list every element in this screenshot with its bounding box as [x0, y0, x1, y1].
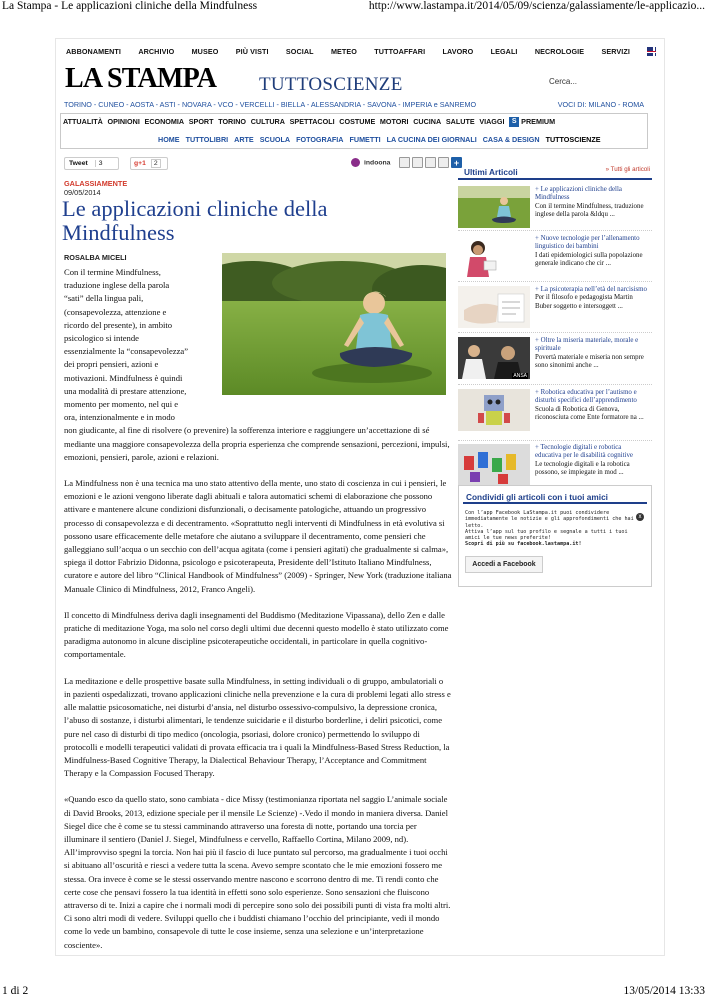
- section-torino[interactable]: TORINO: [218, 117, 247, 126]
- section-sport[interactable]: SPORT: [188, 117, 214, 126]
- subsection-casa-design[interactable]: CASA & DESIGN: [482, 135, 540, 144]
- rail-headline[interactable]: + Nuove tecnologie per l’allenamento linguistico dei bambini: [535, 235, 640, 251]
- facebook-box-text: [465, 510, 637, 548]
- subsection-arte[interactable]: ARTE: [234, 135, 254, 144]
- section-cucina[interactable]: CUCINA: [413, 117, 442, 126]
- article-kicker[interactable]: GALASSIAMENTE: [64, 179, 128, 188]
- all-articles-link[interactable]: » Tutti gli articoli: [605, 166, 650, 173]
- rail-headline[interactable]: + Tecnologie digitali e robotica educativa per le disabilità cognitive: [535, 444, 633, 460]
- rail-thumb[interactable]: [458, 337, 530, 379]
- print-header-url: http://www.lastampa.it/2014/05/09/scienza/galassiamente/le-applicazio...: [368, 0, 705, 12]
- google-plus-button[interactable]: [130, 157, 168, 170]
- share-bar: [64, 157, 458, 173]
- indoona-icon: [351, 158, 360, 167]
- rail-item[interactable]: [458, 389, 652, 435]
- topnav-item-meteo[interactable]: METEO: [330, 47, 357, 56]
- topnav-item-archivio[interactable]: ARCHIVIO: [138, 47, 175, 56]
- facebook-text-1: Con l’app Facebook LaStampa.it puoi condividere immediatamente le notizie e gli approfondimenti che hai letto.: [465, 510, 634, 529]
- section-costume[interactable]: COSTUME: [339, 117, 376, 126]
- rail-headline[interactable]: + Le applicazioni cliniche della Mindfulness: [535, 186, 622, 202]
- section-salute[interactable]: SALUTE: [445, 117, 475, 126]
- topnav-item-tuttoaffari[interactable]: TUTTOAFFARI: [374, 47, 426, 56]
- photo-credit: ANSA: [513, 373, 527, 379]
- rail-headline[interactable]: + Oltre la miseria materiale, morale e spirituale: [535, 337, 639, 353]
- rail-thumb[interactable]: [458, 444, 530, 486]
- article-date: 09/05/2014: [64, 188, 101, 197]
- section-opinioni[interactable]: OPINIONI: [107, 117, 140, 126]
- voci-links[interactable]: VOCI DI: MILANO - ROMA: [557, 100, 644, 109]
- topnav-item-lavoro[interactable]: LAVORO: [442, 47, 474, 56]
- rail-snippet: I dati epidemiologici sulla popolazione generale indicano che cir ...: [535, 251, 643, 267]
- topnav-item-legali[interactable]: LEGALI: [490, 47, 518, 56]
- rail-thumb[interactable]: [458, 286, 530, 328]
- rail-item[interactable]: [458, 286, 652, 332]
- facebook-text-3[interactable]: Scopri di più su facebook.lastampa.it!: [465, 541, 582, 548]
- rail-snippet: Per il filosofo e pedagogista Martin Buber soggetto e intersoggett ...: [535, 294, 633, 310]
- la-stampa-logo[interactable]: LA STAMPA: [65, 63, 217, 94]
- topnav-item-servizi[interactable]: SERVIZI: [601, 47, 630, 56]
- section-premium[interactable]: PREMIUM: [521, 117, 556, 126]
- premium-badge-icon[interactable]: S: [509, 117, 519, 127]
- facebook-text-2: Attiva l’app sul tuo profilo e segnale a tutti i tuoi amici le tue news preferite!: [465, 528, 628, 542]
- indoona-label: indoona: [364, 159, 391, 167]
- topnav-item-abbonamenti[interactable]: ABBONAMENTI: [66, 47, 122, 56]
- rail-headline[interactable]: + Robotica educativa per l’autismo e disturbi specifici dell’apprendimento: [535, 389, 637, 405]
- topnav-item-necrologie[interactable]: NECROLOGIE: [534, 47, 585, 56]
- subsection-home[interactable]: HOME: [158, 135, 180, 144]
- article-paragraph-6: All’improvviso spegni la torcia. Non hai più il fascio di luce puntato sul percorso, ma gradualmente i tuoi occhi si abituano all’oscurità e riesci a vedere tutta la scena. Avevo sempre scontato che le mie emozioni fossero me stessa. Ora invece è come se le stessi osservando mentre nascono e scorrono dentro di me. Ti rendi conto che certe cose che pensavi fossero la tua identità in effetti sono solo esperienze. Sono sensazioni che fluiscono attraverso di te. Inizi a capire che i normali modi di percepire sono solo dei possibili punti di vista fra molti altri. Ci sono altri modi di vedere. Sviluppi quello che i buddisti chiamano l’occhio del principiante, vedi il mondo come lo vede un bambino, consapevole di tutte le cose insieme, senza una selezione e un’interpretazione cosciente».: [64, 847, 451, 950]
- article-paragraph-1-rest: non giudicante, al fine di risolvere (o prevenire) la sofferenza interiore e raggiungere un’accettazione di sé mediante una maggiore consapevolezza della propria esperienza che comprende sensazioni, percezioni, impulsi, emozioni, pensieri, parole, azioni e relazioni.: [64, 425, 450, 462]
- share-icon[interactable]: [425, 157, 436, 168]
- print-icon[interactable]: [399, 157, 410, 168]
- section-cultura[interactable]: CULTURA: [250, 117, 285, 126]
- topnav-item-museo[interactable]: MUSEO: [191, 47, 219, 56]
- tweet-count: 3: [95, 160, 103, 167]
- article-paragraph-2: La Mindfulness non è una tecnica ma uno stato attentivo della mente, uno stato di coscienza in cui i pensieri, le emozioni e le azioni vengono liberate dagli abituali e talora automatici schemi di elaborazione che possono attivare e mantenere alcune condizioni disfunzionali, o decisamente patologiche, attuando un progressivo processo di consapevolezza e di decentramento. «Soprattutto negli interventi di Mindfulness in età evolutiva si possono usare efficacemente delle metafore che aiutano a sviluppare il decentramento, come pensieri che galleggiano sull’acqua o un secchio con dell’acqua agitata (come i pensieri agitati) che gradualmente si calma», spiega il dottor Fabrizio Didonna, psicologo e psicoterapeuta, Presidente dell’Istituto Italiano Mindfulness, curatore e autore del libro “Clinical Handbook of Mindfulness” (2009) - Springer, New York (traduzione italiana Manuale Clinico di Mindfulness, 2012, Franco Angeli).: [64, 478, 452, 594]
- gplus-label: g+1: [134, 160, 146, 167]
- subsection-fotografia[interactable]: FOTOGRAFIA: [296, 135, 344, 144]
- rail-snippet: Con il termine Mindfulness, traduzione inglese della parola &ldqu ...: [535, 202, 644, 218]
- bookmark-icon[interactable]: [438, 157, 449, 168]
- tweet-label: Tweet: [69, 160, 88, 167]
- subsection-tuttolibri[interactable]: TUTTOLIBRI: [185, 135, 229, 144]
- rail-item[interactable]: [458, 337, 652, 383]
- close-icon[interactable]: x: [636, 513, 644, 521]
- subsection-scuola[interactable]: SCUOLA: [259, 135, 291, 144]
- subsection-tuttoscienze[interactable]: TUTTOSCIENZE: [545, 135, 601, 144]
- article-paragraph-1-lead: Con il termine Mindfulness, traduzione inglese della parola “sati” della lingua pali, (consapevolezza, attenzione e ricordo del presente), in ambito psicologico si intende essenzialmente la “consapevolezza” dei propri pensieri, azioni e motivazioni. Mindfulness è quindi una modalità di prestare attenzione, momento per momento, nel qui e ora, intenzionalmente e in modo: [64, 267, 189, 423]
- topnav-item-social[interactable]: SOCIAL: [285, 47, 314, 56]
- top-navigation: [66, 47, 656, 56]
- rail-item[interactable]: [458, 186, 652, 232]
- print-footer-datetime: 13/05/2014 13:33: [623, 985, 705, 997]
- subsection-cucina-giornali[interactable]: LA CUCINA DEI GIORNALI: [386, 135, 477, 144]
- rail-thumb[interactable]: [458, 186, 530, 228]
- rail-snippet: Scuola di Robotica di Genova, riconosciuta come Ente formatore na ...: [535, 405, 644, 421]
- tweet-button[interactable]: [64, 157, 119, 170]
- article-paragraph-3: Il concetto di Mindfulness deriva dagli insegnamenti del Buddismo (Meditazione Vipassana), dello Zen e dalle pratiche di meditazione Yoga, ma solo nel corso degli ultimi due decenni questo modello è stato utilizzato come paradigma autonomo in alcune discipline psicoterapeutiche occidentali, in particolare in quella cognitivo-comportamentale.: [64, 609, 449, 660]
- section-economia[interactable]: ECONOMIA: [144, 117, 185, 126]
- section-navigation: [60, 113, 648, 149]
- rail-headline[interactable]: + La psicoterapia nell’età del narcisismo: [535, 286, 647, 293]
- indoona-share-button[interactable]: [351, 158, 390, 167]
- gplus-count: 2: [151, 159, 161, 168]
- section-spettacoli[interactable]: SPETTACOLI: [289, 117, 335, 126]
- latest-articles-rail: [458, 162, 652, 476]
- article-body: [64, 266, 452, 952]
- rail-snippet: Le tecnologie digitali e la robotica possono, se impiegate in mod ...: [535, 460, 630, 476]
- article-page: [55, 38, 665, 956]
- section-attualita[interactable]: ATTUALITÀ: [63, 117, 103, 126]
- search-input[interactable]: Cerca...: [549, 77, 578, 86]
- print-header-title: La Stampa - Le applicazioni cliniche della Mindfulness: [2, 0, 258, 12]
- topnav-item-piu-visti[interactable]: PIÙ VISTI: [235, 47, 269, 56]
- article-paragraph-5: «Quando esco da quello stato, sono cambiata - dice Missy (testimonianza riportata nel saggio L’animale sociale di David Brooks, 2013, edizione speciale per il mensile Le Scienze) -.Vedo il mondo in maniera diversa. Daniel Siegel dice che è come se tu stessi camminando attraverso una foresta di notte, portando una torcia per illuminare il sentiero (Daniel J. Siegel, Mindfulness e cervello, Raffaello Cortina, Milano 2009, nd).: [64, 794, 448, 844]
- rail-snippet: Povertà materiale e miseria non sempre sono sinonimi anche ...: [535, 353, 644, 369]
- english-flag-icon[interactable]: [647, 47, 656, 56]
- print-footer-page: 1 di 2: [2, 985, 29, 997]
- subsection-fumetti[interactable]: FUMETTI: [349, 135, 381, 144]
- article-tools: [399, 157, 464, 168]
- article-title: Le applicazioni cliniche della Mindfulness: [62, 196, 328, 245]
- article-paragraph-4: La meditazione e delle prospettive basate sulla Mindfulness, in setting individuali o di gruppo, ambulatoriali o in pazienti ospedalizzati, trovano applicazioni cliniche nella prevenzione e la cura di problemi legati allo stress e alle malattie psicosomatiche, nei disturbi d’ansia, nel disturbo ossessivo-compulsivo, la depressione cronica, l’abuso di sostanze, i disturbi alimentari, le tendenze suicidarie e il disturbo borderline, i deliri psicotici, come pure nel caso di disturbi di tipo medico (oncologia, psoriasi, dolore cronico) permettendo lo sviluppo di protocolli e modelli terapeutici validati di provata efficacia tra i quali la Mindfulness-Based Stress Reduction, la Mindfulness-Based Cognitive Therapy, la Dialectical Behaviour Therapy, l’Acceptance and Commitment Therapy e la Compassion Focused Therapy.: [64, 675, 451, 779]
- facebook-login-button[interactable]: Accedi a Facebook: [465, 556, 543, 573]
- facebook-box-title: Condividi gli articoli con i tuoi amici: [466, 492, 608, 502]
- rail-item[interactable]: [458, 444, 652, 490]
- section-motori[interactable]: MOTORI: [379, 117, 409, 126]
- section-logo[interactable]: TUTTOSCIENZE: [259, 74, 403, 95]
- article-author: ROSALBA MICELI: [64, 253, 127, 262]
- rail-title: Ultimi Articoli: [464, 167, 518, 177]
- rail-item[interactable]: [458, 235, 652, 281]
- section-viaggi[interactable]: VIAGGI: [479, 117, 505, 126]
- add-more-icon[interactable]: +: [451, 157, 462, 168]
- local-editions-links[interactable]: TORINO - CUNEO - AOSTA - ASTI - NOVARA - VCO - VERCELLI - BIELLA - ALESSANDRIA - SAVONA - IMPERIA e SANREMO: [64, 100, 477, 109]
- email-icon[interactable]: [412, 157, 423, 168]
- facebook-share-box: [458, 485, 652, 587]
- rail-thumb[interactable]: [458, 235, 530, 277]
- rail-thumb[interactable]: [458, 389, 530, 431]
